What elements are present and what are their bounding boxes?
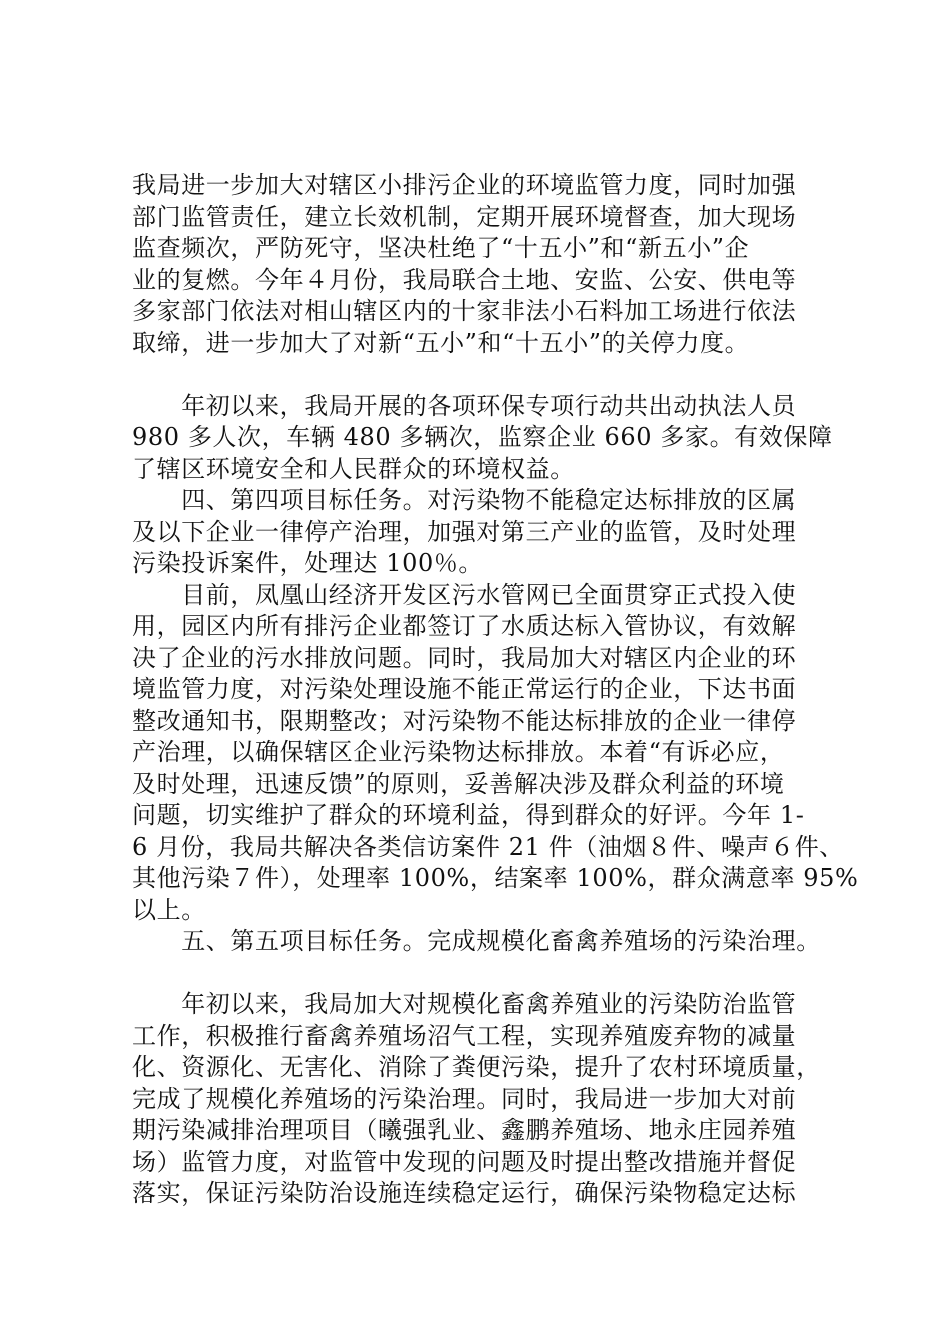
paragraph-6 — [132, 989, 832, 1210]
text-line: 问题，切实维护了群众的环境利益，得到群众的好评。今年 1- — [132, 801, 805, 829]
text-line: 落实，保证污染防治设施连续稳定运行，确保污染物稳定达标 — [132, 1179, 797, 1207]
text-line: 完成了规模化养殖场的污染治理。同时，我局进一步加大对前 — [132, 1084, 797, 1113]
text-line: 用，园区内所有排污企业都签订了水质达标入管协议，有效解 — [132, 612, 797, 640]
text-line: 了辖区环境安全和人民群众的环境权益。 — [132, 454, 575, 483]
text-line: 场）监管力度，对监管中发现的问题及时提出整改措施并督促 — [132, 1147, 797, 1176]
paragraph-4 — [132, 580, 859, 927]
text-line: 及以下企业一律停产治理，加强对第三产业的监管，及时处理 — [132, 517, 797, 546]
text-line: 目前，凤凰山经济开发区污水管网已全面贯穿正式投入使 — [132, 580, 797, 609]
text-line: 四、第四项目标任务。对污染物不能稳定达标排放的区属 — [132, 486, 797, 514]
paragraph-1 — [132, 170, 832, 359]
text-line: 及时处理，迅速反馈”的原则，妥善解决涉及群众利益的环境 — [132, 769, 785, 798]
text-line: 部门监管责任，建立长效机制，定期开展环境督查，加大现场 — [132, 202, 797, 231]
text-line: 年初以来，我局加大对规模化畜禽养殖业的污染防治监管 — [132, 990, 797, 1018]
text-line: 化、资源化、无害化、消除了粪便污染，提升了农村环境质量， — [132, 1053, 821, 1081]
text-line: 6 月份，我局共解决各类信访案件 21 件（油烟８件、噪声６件、 — [132, 832, 844, 861]
text-line: 产治理，以确保辖区企业污染物达标排放。本着“有诉必应， — [132, 738, 785, 766]
text-line: 污染投诉案件，处理达 100％。 — [132, 549, 484, 577]
text-line: 监查频次，严防死守，坚决杜绝了“十五小”和“新五小”企 — [132, 234, 750, 262]
text-line: 年初以来，我局开展的各项环保专项行动共出动执法人员 — [132, 391, 797, 420]
text-line: 其他污染７件），处理率 100%，结案率 100%，群众满意率 95% — [132, 864, 859, 892]
paragraph-gap — [132, 359, 832, 391]
text-line: 业的复燃。今年４月份，我局联合土地、安监、公安、供电等 — [132, 265, 797, 294]
text-line: 以上。 — [132, 895, 206, 924]
text-line: 980 多人次，车辆 480 多辆次，监察企业 660 多家。有效保障 — [132, 423, 833, 451]
text-line: 决了企业的污水排放问题。同时，我局加大对辖区内企业的环 — [132, 643, 797, 672]
paragraph-3 — [132, 485, 832, 580]
paragraph-gap — [132, 958, 832, 990]
text-line: 工作，积极推行畜禽养殖场沼气工程，实现养殖废弃物的减量 — [132, 1021, 797, 1050]
text-line: 多家部门依法对相山辖区内的十家非法小石料加工场进行依法 — [132, 297, 797, 325]
text-line: 境监管力度，对污染处理设施不能正常运行的企业，下达书面 — [132, 675, 797, 703]
document-body — [132, 170, 859, 1210]
text-line: 取缔，进一步加大了对新“五小”和“十五小”的关停力度。 — [132, 328, 750, 357]
text-line: 五、第五项目标任务。完成规模化畜禽养殖场的污染治理。 — [132, 927, 821, 955]
text-line: 我局进一步加大对辖区小排污企业的环境监管力度，同时加强 — [132, 171, 797, 199]
paragraph-2 — [132, 391, 832, 486]
paragraph-5 — [132, 926, 832, 958]
text-line: 期污染减排治理项目（曦强乳业、鑫鹏养殖场、地永庄园养殖 — [132, 1116, 797, 1144]
text-line: 整改通知书，限期整改；对污染物不能达标排放的企业一律停 — [132, 706, 797, 735]
